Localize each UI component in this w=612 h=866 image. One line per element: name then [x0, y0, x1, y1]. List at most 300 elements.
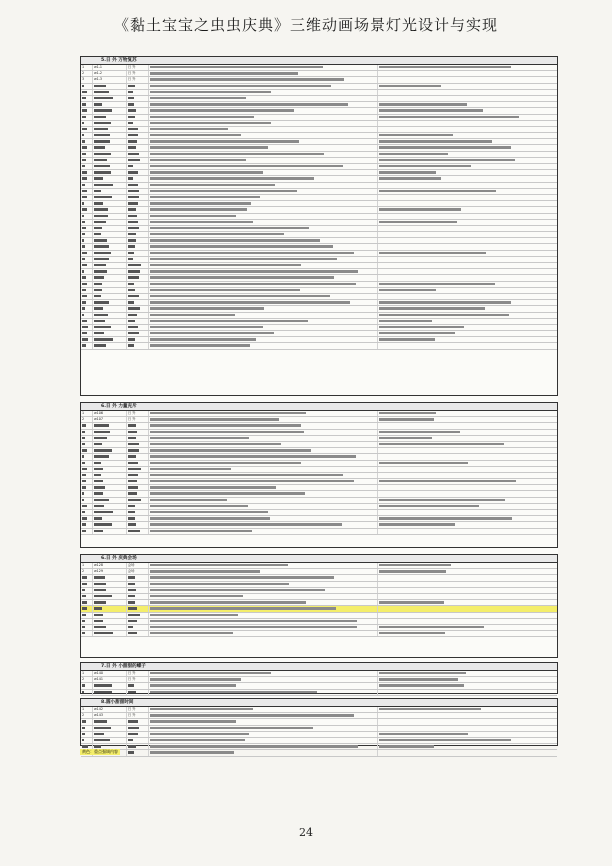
illegible-text — [128, 264, 141, 266]
section-1 — [80, 56, 558, 396]
cell-text — [149, 90, 378, 95]
cell-text — [149, 436, 378, 441]
illegible-text — [128, 320, 135, 322]
illegible-text — [128, 326, 138, 328]
cell-text — [149, 220, 378, 225]
cell-text — [81, 232, 93, 237]
cell-text — [127, 436, 149, 441]
cell-text — [149, 269, 378, 274]
cell-text — [149, 713, 378, 718]
illegible-text — [379, 289, 436, 291]
cell-text — [149, 690, 378, 695]
cell-shot: w142 — [93, 707, 127, 712]
cell-text — [127, 750, 149, 755]
illegible-text — [94, 314, 108, 316]
cell-text — [378, 300, 557, 305]
cell-text — [127, 207, 149, 212]
cell-shot: w1-3 — [93, 77, 127, 82]
cell-text — [378, 214, 557, 219]
cell-text — [378, 226, 557, 231]
cell-text — [378, 436, 557, 441]
cell-text — [93, 606, 127, 611]
cell-text — [149, 108, 378, 113]
cell-text — [93, 582, 127, 587]
illegible-text — [150, 72, 298, 74]
illegible-text — [150, 78, 344, 80]
illegible-text — [150, 437, 249, 439]
cell-text — [149, 195, 378, 200]
cell-shot: w1-2 — [93, 71, 127, 76]
illegible-text — [94, 338, 113, 340]
cell-text — [81, 152, 93, 157]
cell-text — [149, 77, 378, 82]
cell-text — [81, 436, 93, 441]
cell-text — [149, 115, 378, 120]
illegible-text — [94, 480, 103, 482]
illegible-text — [82, 307, 85, 309]
illegible-text — [94, 583, 106, 585]
illegible-text — [379, 431, 460, 433]
illegible-text — [128, 91, 133, 93]
illegible-text — [94, 171, 111, 173]
illegible-text — [128, 455, 136, 457]
cell-text — [149, 325, 378, 330]
cell-text — [378, 232, 557, 237]
cell-text — [149, 606, 378, 611]
cell-text — [81, 288, 93, 293]
illegible-text — [379, 116, 519, 118]
cell-text — [378, 625, 557, 630]
illegible-text — [82, 691, 84, 693]
illegible-text — [150, 109, 294, 111]
section-heading: 6.日 外 力量充斥 — [81, 403, 557, 411]
cell-scene: 日 外 — [127, 707, 149, 712]
illegible-text — [128, 523, 136, 525]
illegible-text — [94, 208, 108, 210]
cell-text — [127, 588, 149, 593]
cell-text — [93, 516, 127, 521]
illegible-text — [128, 165, 133, 167]
illegible-text — [379, 252, 486, 254]
illegible-text — [150, 418, 279, 420]
cell-text — [149, 300, 378, 305]
illegible-text — [379, 437, 432, 439]
cell-text — [149, 214, 378, 219]
illegible-text — [150, 576, 334, 578]
footnote: 黄色：重点强调内容 — [82, 749, 118, 754]
cell-text — [127, 263, 149, 268]
cell-text — [149, 631, 378, 636]
cell-text — [378, 430, 557, 435]
cell-text — [127, 115, 149, 120]
illegible-text — [82, 171, 87, 173]
cell-text — [127, 96, 149, 101]
cell-text — [378, 201, 557, 206]
illegible-text — [128, 116, 135, 118]
illegible-text — [82, 208, 87, 210]
cell-text — [378, 343, 557, 348]
illegible-text — [128, 583, 135, 585]
illegible-text — [379, 153, 448, 155]
illegible-text — [150, 227, 309, 229]
illegible-text — [379, 159, 515, 161]
section-rows — [81, 563, 557, 637]
illegible-text — [82, 103, 86, 105]
cell-text — [127, 226, 149, 231]
cell-text — [378, 588, 557, 593]
cell-text — [127, 423, 149, 428]
illegible-text — [379, 338, 435, 340]
cell-text — [127, 152, 149, 157]
cell-text — [81, 96, 93, 101]
cell-text — [378, 726, 557, 731]
cell-text — [93, 170, 127, 175]
illegible-text — [94, 276, 104, 278]
cell-no: 2 — [81, 569, 93, 574]
illegible-text — [128, 745, 136, 747]
cell-text — [149, 563, 378, 568]
cell-text — [378, 569, 557, 574]
cell-text — [81, 337, 93, 342]
cell-text — [378, 563, 557, 568]
cell-text — [378, 90, 557, 95]
cell-text — [378, 325, 557, 330]
cell-text — [149, 619, 378, 624]
illegible-text — [128, 227, 139, 229]
cell-text — [81, 454, 93, 459]
illegible-text — [150, 66, 323, 68]
cell-text — [127, 594, 149, 599]
cell-text — [127, 251, 149, 256]
cell-text — [93, 479, 127, 484]
cell-text — [93, 90, 127, 95]
cell-scene: 日 外 — [127, 65, 149, 70]
cell-text — [127, 690, 149, 695]
cell-text — [93, 127, 127, 132]
cell-no: 1 — [81, 707, 93, 712]
cell-no: 1 — [81, 671, 93, 676]
illegible-text — [94, 511, 113, 513]
illegible-text — [128, 601, 135, 603]
cell-text — [149, 343, 378, 348]
cell-text — [93, 214, 127, 219]
illegible-text — [150, 751, 234, 753]
cell-text — [93, 485, 127, 490]
cell-text — [149, 473, 378, 478]
illegible-text — [94, 202, 103, 204]
illegible-text — [128, 270, 140, 272]
illegible-text — [94, 344, 106, 346]
illegible-text — [379, 177, 441, 179]
illegible-text — [94, 252, 111, 254]
cell-text — [81, 158, 93, 163]
cell-text — [81, 613, 93, 618]
cell-text — [149, 529, 378, 534]
illegible-text — [150, 196, 260, 198]
cell-no: 2 — [81, 417, 93, 422]
illegible-text — [379, 412, 436, 414]
cell-text — [81, 90, 93, 95]
cell-text — [93, 325, 127, 330]
cell-text — [149, 442, 378, 447]
cell-text — [378, 71, 557, 76]
cell-text — [93, 588, 127, 593]
cell-shot: w128 — [93, 563, 127, 568]
cell-text — [93, 498, 127, 503]
illegible-text — [128, 499, 141, 501]
cell-text — [378, 207, 557, 212]
cell-text — [127, 195, 149, 200]
cell-text — [93, 423, 127, 428]
illegible-text — [150, 276, 334, 278]
cell-text — [81, 282, 93, 287]
cell-text — [127, 683, 149, 688]
cell-shot: w140 — [93, 671, 127, 676]
cell-text — [127, 133, 149, 138]
illegible-text — [94, 468, 103, 470]
cell-text — [127, 467, 149, 472]
cell-text — [378, 442, 557, 447]
cell-text — [378, 750, 557, 755]
illegible-text — [150, 295, 330, 297]
cell-text — [149, 207, 378, 212]
illegible-text — [128, 607, 137, 609]
cell-text — [81, 84, 93, 89]
cell-text — [93, 529, 127, 534]
cell-scene: 日 外 — [127, 677, 149, 682]
illegible-text — [150, 252, 354, 254]
cell-no: 1 — [81, 411, 93, 416]
illegible-text — [94, 227, 102, 229]
cell-text — [378, 244, 557, 249]
illegible-text — [94, 601, 106, 603]
cell-text — [81, 145, 93, 150]
illegible-text — [128, 620, 137, 622]
illegible-text — [128, 480, 137, 482]
illegible-text — [94, 295, 101, 297]
cell-text — [127, 619, 149, 624]
illegible-text — [128, 468, 141, 470]
section-2 — [80, 402, 558, 548]
illegible-text — [82, 601, 87, 603]
cell-text — [93, 257, 127, 262]
illegible-text — [150, 289, 300, 291]
illegible-text — [128, 576, 135, 578]
cell-text — [378, 127, 557, 132]
illegible-text — [82, 326, 88, 328]
illegible-text — [94, 258, 109, 260]
illegible-text — [94, 462, 101, 464]
cell-text — [127, 257, 149, 262]
illegible-text — [379, 517, 512, 519]
cell-text — [127, 529, 149, 534]
illegible-text — [128, 208, 136, 210]
illegible-text — [94, 190, 101, 192]
illegible-text — [82, 91, 87, 93]
cell-text — [81, 133, 93, 138]
illegible-text — [150, 165, 343, 167]
cell-text — [149, 522, 378, 527]
illegible-text — [128, 153, 139, 155]
illegible-text — [128, 233, 136, 235]
cell-text — [127, 738, 149, 743]
illegible-text — [94, 215, 108, 217]
cell-text — [81, 594, 93, 599]
cell-text — [378, 600, 557, 605]
illegible-text — [150, 492, 305, 494]
cell-text — [378, 257, 557, 262]
illegible-text — [128, 215, 137, 217]
illegible-text — [82, 134, 84, 136]
illegible-text — [82, 431, 85, 433]
section-rows — [81, 65, 557, 350]
cell-text — [149, 671, 378, 676]
cell-text — [149, 569, 378, 574]
illegible-text — [150, 505, 248, 507]
illegible-text — [128, 134, 138, 136]
illegible-text — [150, 727, 313, 729]
cell-text — [93, 133, 127, 138]
illegible-text — [150, 480, 354, 482]
illegible-text — [94, 128, 108, 130]
cell-text — [81, 467, 93, 472]
table-row — [81, 690, 557, 696]
cell-shot: w106 — [93, 411, 127, 416]
illegible-text — [94, 505, 104, 507]
cell-text — [127, 220, 149, 225]
cell-text — [93, 195, 127, 200]
illegible-text — [128, 720, 138, 722]
cell-text — [149, 738, 378, 743]
illegible-text — [379, 134, 453, 136]
cell-text — [81, 442, 93, 447]
cell-text — [93, 145, 127, 150]
cell-text — [149, 423, 378, 428]
cell-text — [127, 102, 149, 107]
cell-text — [127, 294, 149, 299]
illegible-text — [150, 474, 343, 476]
cell-text — [93, 96, 127, 101]
cell-text — [378, 498, 557, 503]
cell-text — [93, 269, 127, 274]
illegible-text — [150, 589, 325, 591]
table-row — [81, 343, 557, 349]
cell-text — [127, 461, 149, 466]
illegible-text — [379, 733, 468, 735]
illegible-text — [379, 505, 479, 507]
section-heading: 7.日 外 小甜甜的蝶子 — [81, 663, 557, 671]
cell-text — [149, 226, 378, 231]
cell-no: 1 — [81, 563, 93, 568]
cell-text — [149, 510, 378, 515]
cell-text — [93, 176, 127, 181]
cell-text — [378, 671, 557, 676]
illegible-text — [82, 215, 84, 217]
illegible-text — [379, 221, 457, 223]
cell-text — [378, 454, 557, 459]
illegible-text — [94, 320, 105, 322]
cell-text — [93, 343, 127, 348]
illegible-text — [379, 480, 516, 482]
cell-text — [93, 108, 127, 113]
cell-text — [127, 485, 149, 490]
illegible-text — [82, 252, 87, 254]
cell-text — [93, 263, 127, 268]
cell-text — [127, 139, 149, 144]
cell-text — [93, 158, 127, 163]
cell-text — [378, 96, 557, 101]
cell-text — [93, 319, 127, 324]
cell-text — [149, 232, 378, 237]
cell-text — [149, 189, 378, 194]
illegible-text — [379, 684, 464, 686]
illegible-text — [94, 474, 101, 476]
cell-text — [378, 220, 557, 225]
table-row — [81, 750, 557, 756]
cell-text — [127, 631, 149, 636]
illegible-text — [150, 283, 356, 285]
cell-text — [127, 176, 149, 181]
illegible-text — [128, 140, 137, 142]
cell-text — [93, 207, 127, 212]
cell-text — [378, 613, 557, 618]
illegible-text — [82, 258, 85, 260]
cell-text — [127, 108, 149, 113]
cell-text — [81, 238, 93, 243]
cell-text — [127, 430, 149, 435]
illegible-text — [82, 607, 87, 609]
section-rows — [81, 411, 557, 535]
cell-text — [81, 430, 93, 435]
illegible-text — [150, 733, 249, 735]
cell-text — [81, 738, 93, 743]
cell-text — [93, 201, 127, 206]
illegible-text — [128, 159, 140, 161]
cell-text — [149, 719, 378, 724]
cell-text — [378, 411, 557, 416]
illegible-text — [82, 85, 84, 87]
cell-text — [93, 719, 127, 724]
illegible-text — [128, 301, 134, 303]
cell-scene: 日 外 — [127, 77, 149, 82]
illegible-text — [82, 165, 85, 167]
cell-text — [81, 214, 93, 219]
illegible-text — [150, 714, 354, 716]
illegible-text — [128, 190, 139, 192]
illegible-text — [82, 462, 85, 464]
table-row — [81, 631, 557, 637]
cell-text — [93, 251, 127, 256]
cell-text — [378, 473, 557, 478]
illegible-text — [82, 122, 84, 124]
illegible-text — [94, 239, 107, 241]
illegible-text — [94, 103, 102, 105]
cell-text — [93, 454, 127, 459]
illegible-text — [82, 424, 86, 426]
cell-text — [149, 65, 378, 70]
cell-text — [81, 251, 93, 256]
illegible-text — [128, 252, 134, 254]
cell-text — [81, 115, 93, 120]
cell-text — [149, 84, 378, 89]
illegible-text — [128, 517, 135, 519]
cell-text — [81, 294, 93, 299]
cell-text — [127, 300, 149, 305]
section-rows — [81, 671, 557, 696]
cell-text — [378, 510, 557, 515]
cell-text — [149, 516, 378, 521]
illegible-text — [379, 632, 445, 634]
